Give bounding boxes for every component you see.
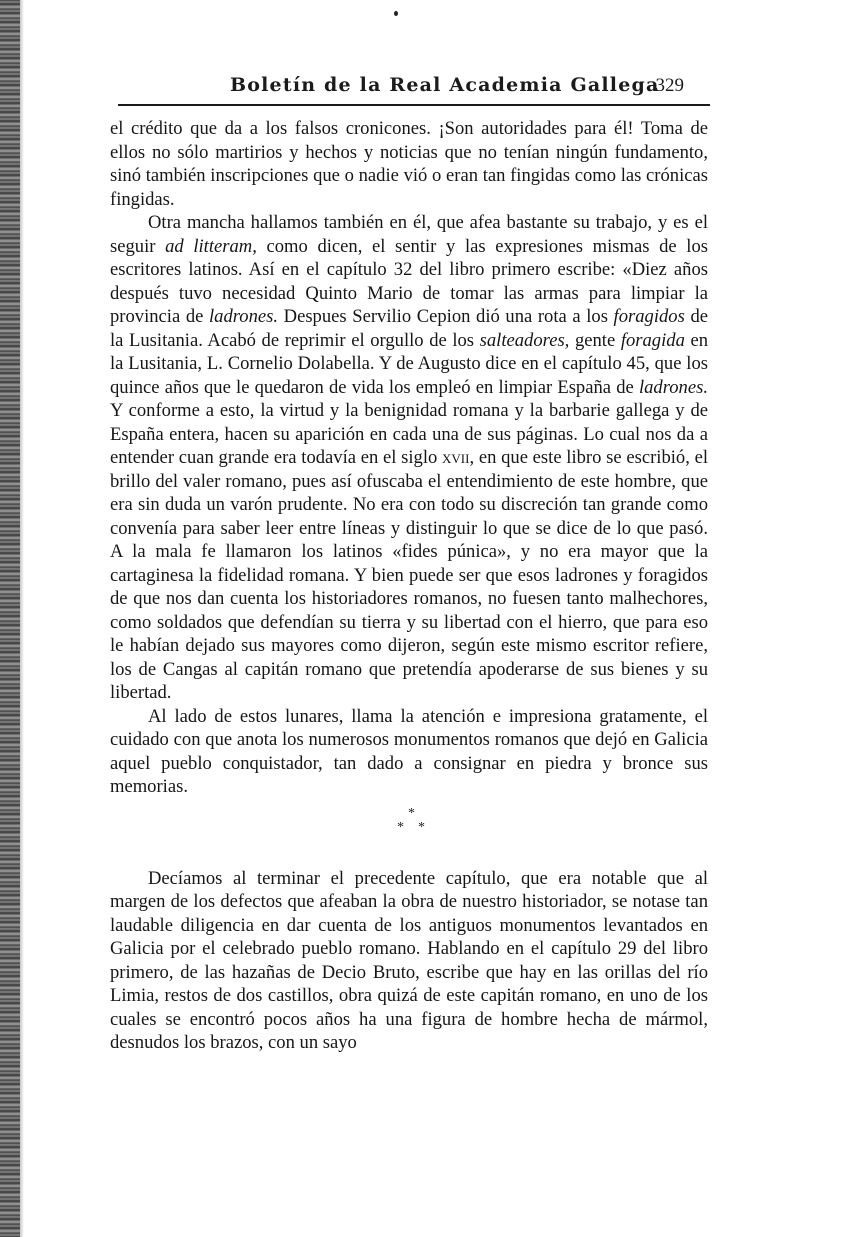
running-head xyxy=(118,72,708,102)
page-binding-edge xyxy=(0,0,20,1237)
p2-italic-ad-litteram: ad litteram, xyxy=(165,235,257,257)
paragraph-2 xyxy=(110,211,708,705)
asterism-star-right: * xyxy=(418,819,425,835)
p2-text-i: gente xyxy=(569,329,621,351)
p2-text-c: como dicen, el sentir y las expresiones mismas de los escritores latinos. Así en el capítulo 32 del libro primero escribe: «Diez años después tuvo necesidad Quinto Mario de tomar las armas para limpiar la provincia de xyxy=(110,235,708,327)
paragraph-1 xyxy=(110,117,708,211)
p2-text-a: Otra mancha hallamos también en él, que afea bastante su trabajo, y es el seguir xyxy=(110,212,708,257)
p2-italic-salteadores: salteadores, xyxy=(479,329,570,351)
p2-text-g: de la Lusitania. Acabó de reprimir el orgullo de los xyxy=(110,306,708,351)
p2-text-o: , en que este libro se escribió, el brillo del valer romano, pues así ofuscaba el entendimiento de este hombre, que era sin duda un varón prudente. No era con todo su discreción tan grande como convenía para saber leer entre líneas y distinguir lo que se dice de lo que pasó. A la mala fe llamaron los latinos «fides púnica», y no era mayor que la cartaginesa la fidelidad romana. Y bien puede ser que esos ladrones y foragidos de que nos dan cuenta los historiadores romanos, no fuesen tanto malhechores, como soldados que defendían su tierra y su libertad con el hierro, que para eso le habían dejado sus mayores como dijeron, según este mismo escritor refiere, los de Cangas al capitán romano que pretendía apoderarse de sus bienes y su libertad. xyxy=(110,447,709,703)
p2-italic-ladrones-2: ladrones. xyxy=(638,376,708,398)
section-separator-asterism xyxy=(110,803,708,867)
paragraph-3 xyxy=(110,705,708,799)
paragraph-4 xyxy=(110,867,708,1055)
p2-text-e: Despues Servilio Cepion dió una rota a los xyxy=(278,306,614,327)
p2-italic-foragida: foragida xyxy=(620,329,685,351)
page-number: 329 xyxy=(655,75,684,96)
print-speck xyxy=(394,11,398,16)
p2-century-numeral: xvii xyxy=(442,447,470,468)
body-text xyxy=(110,117,708,1055)
p2-text-m: Y conforme a esto, la virtud y la benignidad romana y la barbarie gallega y de España entera, hacen su aparición en cada una de sus páginas. Lo cual nos da a entender cuan grande era todavía en el siglo xyxy=(110,400,708,468)
paragraph-1-text: el crédito que da a los falsos cronicones. ¡Son autoridades para él! Toma de ellos no sólo martirios y hechos y noticias que no tenían ningún fundamento, sinó también inscripciones que o nadie vió o eran tan fingidas como las crónicas fingidas. xyxy=(110,118,708,210)
header-rule xyxy=(118,104,710,106)
paragraph-4-text: Decíamos al terminar el precedente capítulo, que era notable que al margen de los defectos que afeaban la obra de nuestro historiador, se notase tan laudable diligencia en dar cuenta de los antiguos monumentos levantados en Galicia por el celebrado pueblo romano. Hablando en el capítulo 29 del libro primero, de las hazañas de Decio Bruto, escribe que hay en las orillas del río Limia, restos de dos castillos, obra quizá de este capitán romano, en uno de los cuales se encontró pocos años ha una figura de hombre hecha de mármol, desnudos los brazos, con un sayo xyxy=(110,867,708,1053)
asterism-star-left: * xyxy=(397,819,404,835)
p2-italic-foragidos: foragidos xyxy=(613,306,685,327)
p2-text-k: en la Lusitania, L. Cornelio Dolabella. Y de Augusto dice en el capítulo 45, que los quince años que le quedaron de vida los empleó en limpiar España de xyxy=(110,329,709,398)
p2-italic-ladrones-1: ladrones. xyxy=(208,306,279,327)
asterism-star-top: * xyxy=(408,805,415,821)
paragraph-3-text: Al lado de estos lunares, llama la atención e impresiona gratamente, el cuidado con que anota los numerosos monumentos romanos que dejó en Galicia aquel pueblo conquistador, tan dado a consignar en piedra y bronce sus memorias. xyxy=(110,705,708,797)
journal-title: Boletín de la Real Academia Gallega xyxy=(230,74,660,96)
